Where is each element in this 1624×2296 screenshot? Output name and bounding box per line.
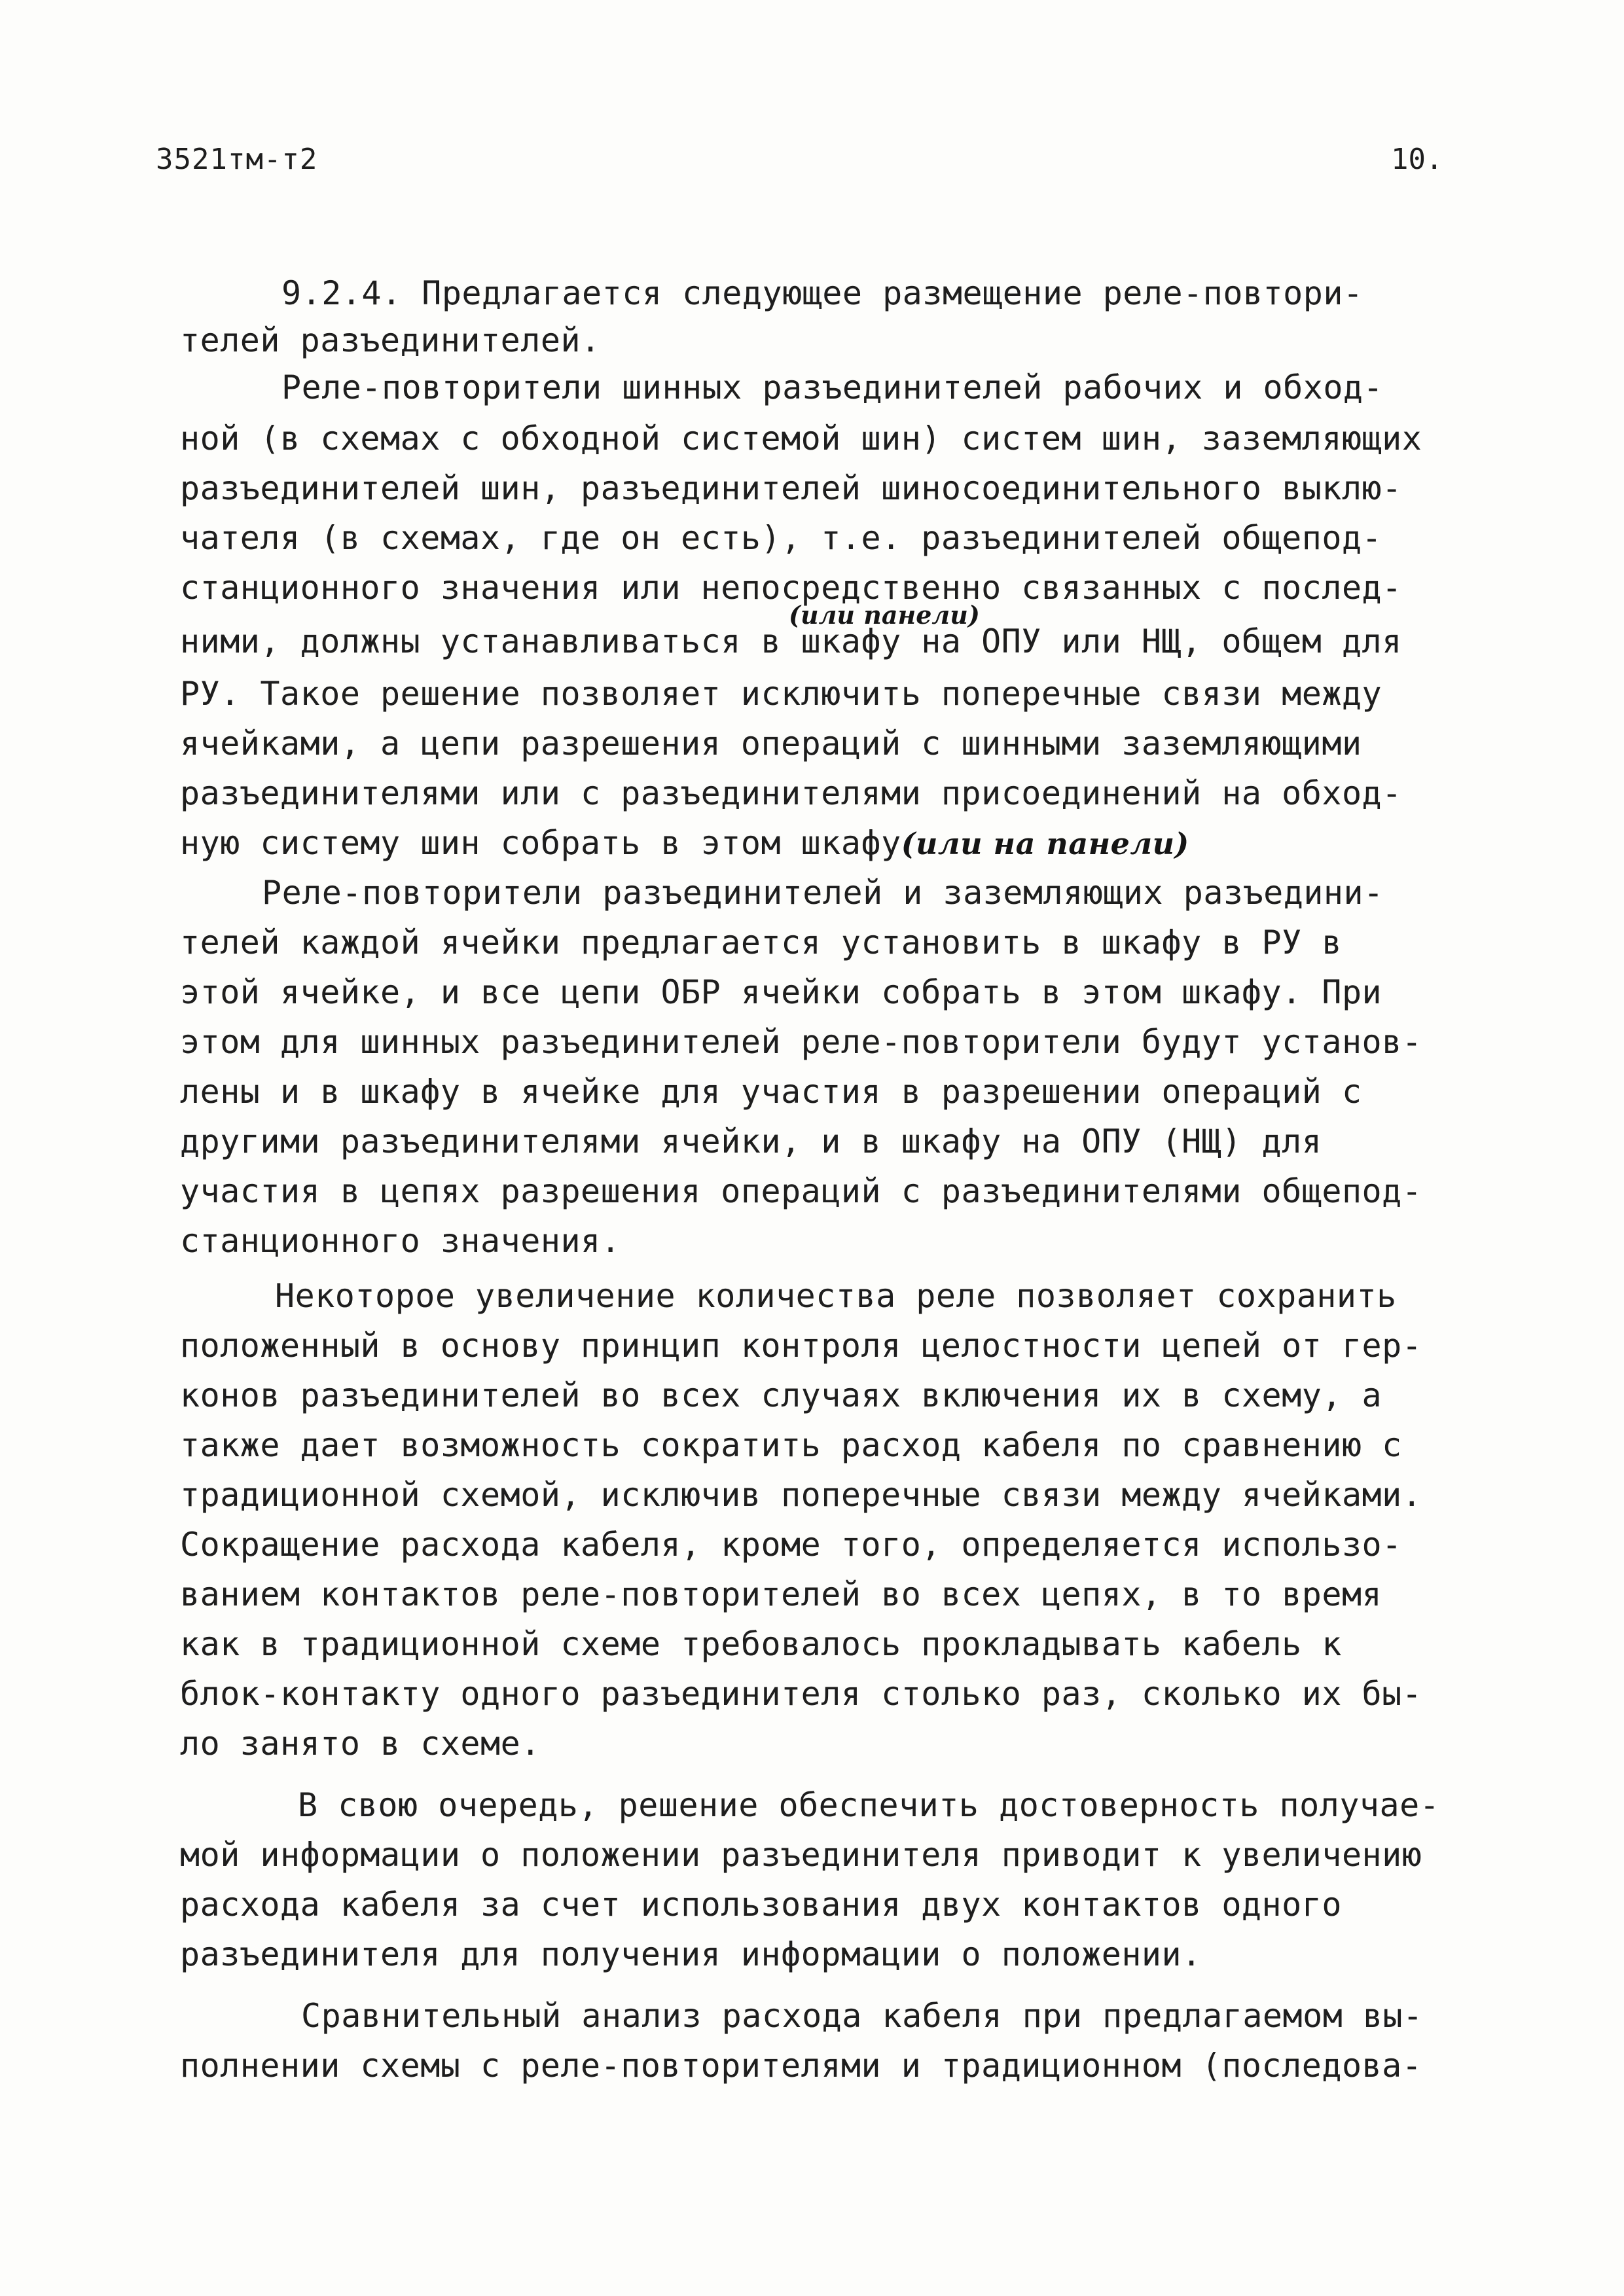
text-line: станционного значения или непосредственно связанных с послед-	[180, 569, 1402, 607]
page-number: 10.	[1391, 143, 1443, 176]
text-line: ячейками, а цепи разрешения операций с шинными заземляющими	[180, 725, 1362, 762]
text-line: лены и в шкафу в ячейке для участия в разрешении операций с	[180, 1073, 1362, 1111]
handwritten-insertion: (или панели)	[789, 600, 980, 630]
text-line: телей каждой ячейки предлагается установить в шкафу в РУ в	[180, 924, 1342, 961]
text-line: станционного значения.	[180, 1222, 621, 1260]
text-line: как в традиционной схеме требовалось прокладывать кабель к	[180, 1625, 1342, 1663]
text-line: полнении схемы с реле-повторителями и традиционном (последова-	[180, 2047, 1422, 2085]
text-line: участия в цепях разрешения операций с разъединителями общепод-	[180, 1172, 1422, 1210]
text-line: Реле-повторители шинных разъединителей рабочих и обход-	[281, 368, 1384, 406]
text-line: этой ячейке, и все цепи ОБР ячейки собрать в этом шкафу. При	[180, 973, 1382, 1011]
text-line: конов разъединителей во всех случаях включения их в схему, а	[180, 1376, 1382, 1414]
text-line: чателя (в схемах, где он есть), т.е. разъединителей общепод-	[180, 519, 1382, 557]
text-line: ванием контактов реле-повторителей во всех цепях, в то время	[180, 1575, 1382, 1613]
text-line: разъединителями или с разъединителями присоединений на обход-	[180, 774, 1402, 812]
text-line: Сокращение расхода кабеля, кроме того, определяется использо-	[180, 1526, 1402, 1564]
text-line: также дает возможность сократить расход кабеля по сравнению с	[180, 1426, 1402, 1464]
text-line: расхода кабеля за счет использования двух контактов одного	[180, 1886, 1342, 1924]
text-line: разъединителей шин, разъединителей шиносоединительного выклю-	[180, 469, 1402, 507]
text-line: традиционной схемой, исключив поперечные связи между ячейками.	[180, 1476, 1422, 1514]
text-line	[180, 823, 1189, 863]
text-line: другими разъединителями ячейки, и в шкафу на ОПУ (НЩ) для	[180, 1122, 1322, 1160]
text-line: 9.2.4. Предлагается следующее размещение реле-повтори-	[281, 274, 1363, 312]
document-code: 3521тм-т2	[156, 143, 318, 176]
text-line: ной (в схемах с обходной системой шин) систем шин, заземляющих	[180, 420, 1422, 457]
handwritten-insertion: (или на панели)	[901, 826, 1189, 861]
text-line: ними, должны устанавливаться в шкафу на ОПУ или НЩ, общем для	[180, 622, 1402, 660]
text-line: Некоторое увеличение количества реле позволяет сохранить	[275, 1277, 1397, 1315]
text-line: РУ. Такое решение позволяет исключить поперечные связи между	[180, 675, 1382, 713]
text-line: телей разъединителей.	[180, 321, 601, 359]
text-line: блок-контакту одного разъединителя столько раз, сколько их бы-	[180, 1675, 1422, 1713]
text-line: Реле-повторители разъединителей и заземляющих разъедини-	[262, 874, 1384, 912]
text-line: разъединителя для получения информации о положении.	[180, 1935, 1202, 1973]
text-line: В свою очередь, решение обеспечить достоверность получае-	[298, 1786, 1440, 1824]
text-line: мой информации о положении разъединителя приводит к увеличению	[180, 1836, 1422, 1874]
text-line: ло занято в схеме.	[180, 1725, 541, 1763]
text-line: Сравнительный анализ расхода кабеля при предлагаемом вы-	[301, 1997, 1423, 2035]
text-line-content: ную систему шин собрать в этом шкафу	[180, 824, 901, 862]
text-line: этом для шинных разъединителей реле-повторители будут установ-	[180, 1023, 1422, 1061]
text-line: положенный в основу принцип контроля целостности цепей от гер-	[180, 1327, 1422, 1365]
